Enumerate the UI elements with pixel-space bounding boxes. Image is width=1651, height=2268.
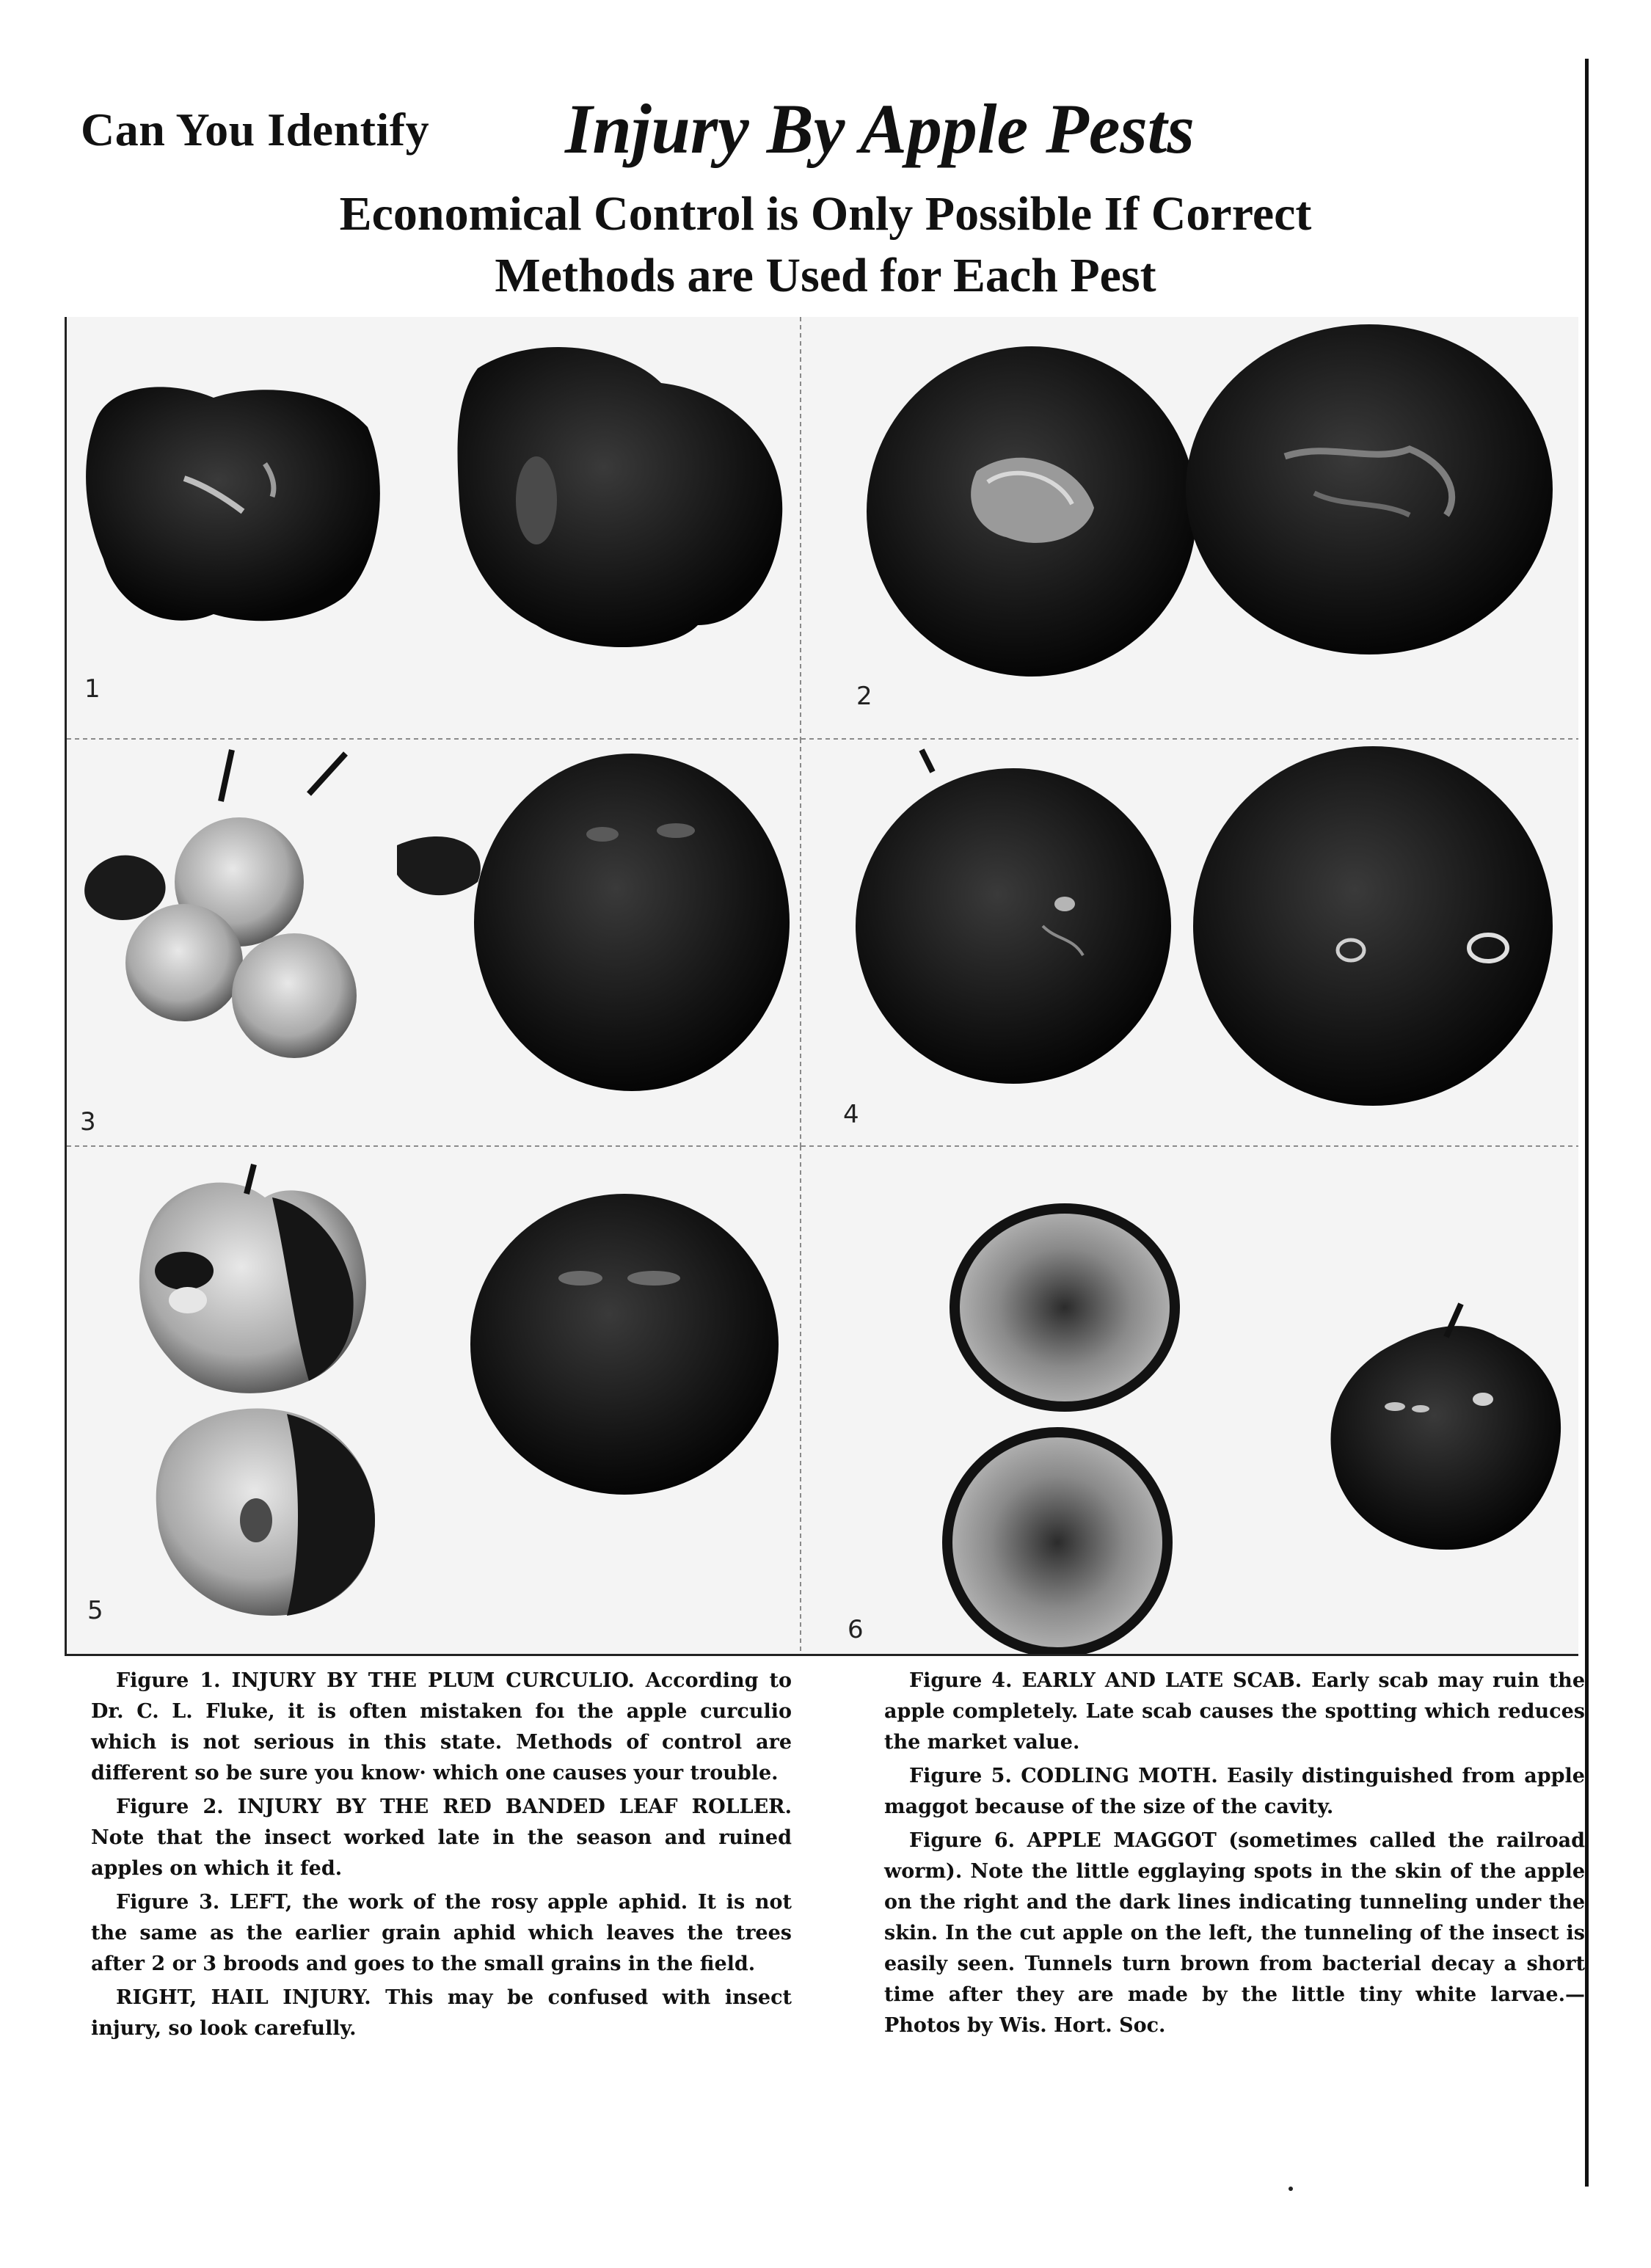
captions-left-column <box>91 1666 792 2047</box>
figure-number-4: 4 <box>843 1100 859 1129</box>
headline-kicker: Can You Identify <box>81 103 430 156</box>
caption-figure-1: Figure 1. INJURY BY THE PLUM CURCULIO. According to Dr. C. L. Fluke, it is often mistaken foı the apple curculio which is not serious in this state. Methods of control are different so be sure you know· which one causes your trouble. <box>91 1669 792 1784</box>
subtitle-line-1: Economical Control is Only Possible If Correct <box>339 187 1312 241</box>
figure-4-photo <box>856 746 1553 1106</box>
figure-number-3: 3 <box>80 1107 96 1137</box>
column-rule <box>1585 59 1589 2187</box>
apple-photos <box>67 317 1578 1654</box>
figure-6-photo <box>947 1208 1561 1652</box>
captions-right-column <box>884 1666 1585 2044</box>
caption-figure-2: Figure 2. INJURY BY THE RED BANDED LEAF ROLLER. Note that the insect worked late in the season and ruined apples on which it fed. <box>91 1795 792 1880</box>
caption-figure-5: Figure 5. CODLING MOTH. Easily distinguished from apple maggot because of the size of the cavity. <box>884 1765 1585 1818</box>
figure-2-photo <box>867 324 1553 677</box>
headline <box>81 88 1475 191</box>
figure-number-2: 2 <box>856 682 872 711</box>
caption-figure-3-left: Figure 3. LEFT, the work of the rosy apple aphid. It is not the same as the earlier grain aphid which leaves the trees after 2 or 3 broods and goes to the small grains in the field. <box>91 1891 792 1975</box>
headline-subtitle <box>183 183 1468 307</box>
figure-3-photo <box>84 750 790 1091</box>
caption-figure-6: Figure 6. APPLE MAGGOT (sometimes called the railroad worm). Note the little egglaying spots in the skin of the apple on the right and the dark lines indicating tunneling under the skin. In the cut apple on the left, the tunneling of the insect is easily seen. Tunnels turn brown from bacterial decay a short time after they are made by the little tiny white larvae.—Photos by Wis. Hort. Soc. <box>884 1829 1585 2037</box>
headline-title: Injury By Apple Pests <box>565 90 1195 168</box>
print-speck <box>1289 2187 1293 2191</box>
figure-number-1: 1 <box>84 674 101 704</box>
caption-figure-3-right: RIGHT, HAIL INJURY. This may be confused with insect injury, so look carefully. <box>91 1986 792 2040</box>
figure-number-6: 6 <box>848 1615 864 1644</box>
figure-1-photo <box>86 347 782 647</box>
subtitle-line-2: Methods are Used for Each Pest <box>495 249 1156 302</box>
caption-figure-4: Figure 4. EARLY AND LATE SCAB. Early scab may ruin the apple completely. Late scab causes the spotting which reduces the market value. <box>884 1669 1585 1754</box>
figure-number-5: 5 <box>87 1596 103 1625</box>
apple-photo-plate <box>65 317 1578 1656</box>
figure-5-photo <box>139 1164 779 1616</box>
